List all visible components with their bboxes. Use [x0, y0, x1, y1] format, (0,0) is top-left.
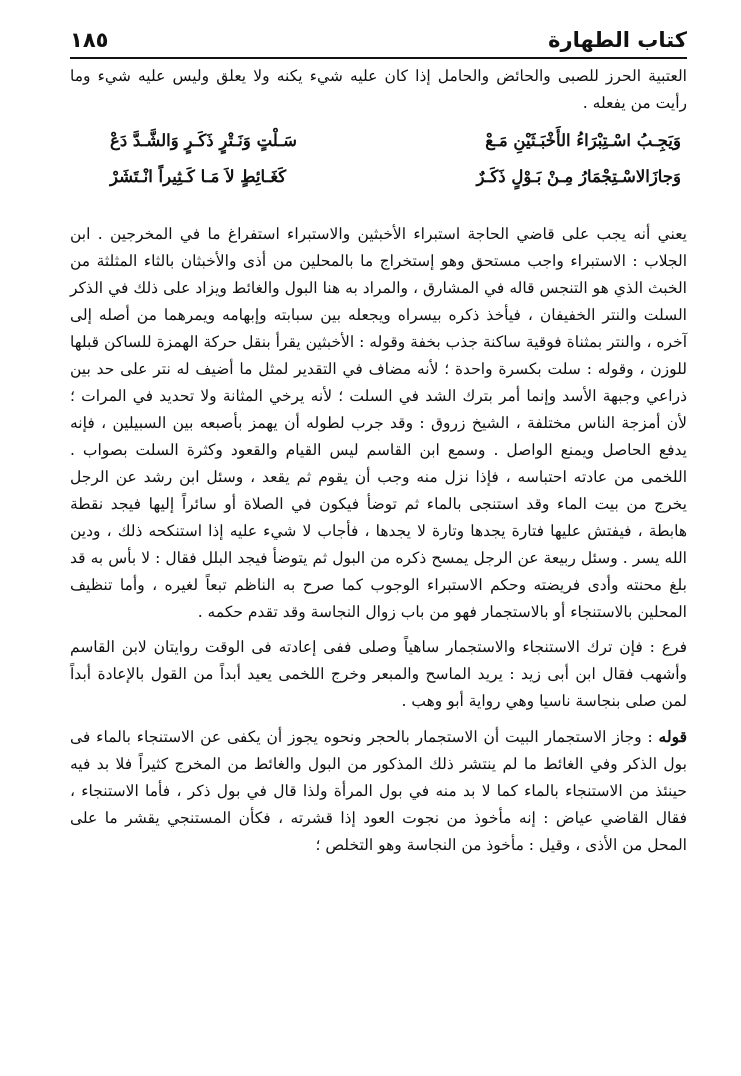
poem-verses: [70, 123, 687, 195]
paragraph-commentary: يعني أنه يجب على قاضي الحاجة استبراء الأخبثين والاستبراء استفراغ ما في المخرجين . ابن الجلاب : الاستبراء واجب مستحق وهو إستخراج ما بالمحلين من أذى والأخبثان بالثاء المثلثة من الخبث الذي هو التنجس قاله في المشارق ، والمراد به هنا البول والغائط ويزاد على ذلك في الذكر السلت والنتر الخفيفان ، فيأخذ ذكره بيسراه ويجعله بين سبابته وإبهامه ويمرهما من أصله إلى آخره ، والنتر بمثناة فوقية ساكنة جذب بخفة وقوله : الأخبثين يقرأ بنقل حركة الهمزة للساكن قبلها للوزن ، وقوله : سلت بكسرة واحدة ؛ لأنه مضاف في التقدير لمثل ما أضيف له نتر على حد بين ذراعي وجبهة الأسد وإنما أمر بترك الشد في السلت ؛ لأنه يرخي المثانة ولا تحديد في المرات ؛ لأن أمزجة الناس مختلفة ، الشيخ زروق : وقد جرب لطوله أن يهمز بأصبعه بين السبيلين ، فإنه يدفع الحاصل ويمنع الواصل . وسمع ابن القاسم ليس القيام والقعود وكثرة السلت بصواب . اللخمى من عادته احتباسه ، فإذا نزل منه وجب أن يقوم ثم يقعد ، وسئل ابن رشد عن الرجل يخرج من بيت الماء وقد استنجى بالماء ثم توضأ فيكون في الصلاة أو سائراً إليها فيجد نقطة هابطة ، فيفتش عليها فتارة يجدها وتارة لا يجدها ، فأجاب لا شيء عليه إذا استنكحه ذلك ، ودين الله يسر . وسئل ربيعة عن الرجل يمسح ذكره من البول ثم يتوضأ فيجد البلل فقال : لا بأس به قد بلغ محنته وأدى فريضته وحكم الاستبراء الوجوب كما صرح به الناظم تبعاً لغيره ، وأما تنظيف المحلين بالاستنجاء أو بالاستجمار فهو من باب زوال النجاسة وقد تقدم حكمه .: [70, 225, 687, 621]
verse-line-2: [70, 159, 687, 195]
paragraph-istijmar: [70, 723, 687, 859]
paragraph-intro: العتبية الحرز للصبى والحائض والحامل إذا كان عليه شيء يكنه ولا يعلق وليس عليه شيء وما رأيت من يفعله .: [70, 67, 687, 112]
paragraph-branch: فرع : فإن ترك الاستنجاء والاستجمار ساهياً وصلى ففى إعادته فى الوقت روايتان لابن القاسم وأشهب فقال ابن أبى زيد : يريد الماسح والمبعر وخرج اللخمى يعيد أبداً من القول بالإعادة أبداً لمن صلى بنجاسة ناسيا وهي رواية أبو وهب .: [70, 638, 687, 710]
page-number: ١٨٥: [70, 28, 109, 52]
running-title: كتاب الطهارة: [548, 28, 687, 52]
verse-1-second-hemistich: سَـلْتٍ وَنَـتْرٍ ذَكَـرٍ وَالشَّـدَّ دَعْ: [110, 131, 297, 150]
page-header: [70, 28, 687, 59]
paragraph-istijmar-text: : وجاز الاستجمار البيت أن الاستجمار بالحجر ونحوه يجوز أن يكفى عن الاستنجاء بالماء فى بول الذكر وفي الغائط ما لم ينتشر ذلك المذكور من البول والغائط من المخرج كثيراً فلا بد فيه حينئذ من الاستنجاء بالماء كما لا بد منه في بول المرأة ولذا قال في بول ذكر ، فأما الاستنجاء ، فقال القاضي عياض : إنه مأخوذ من نجوت العود إذا قشرته ، فكأن المستنجي يقشر ما على المحل من الأذى ، وقيل : مأخوذ من النجاسة وهو التخلص ؛: [70, 728, 688, 854]
paragraph-lead-word: قوله: [658, 727, 687, 746]
verse-2-second-hemistich: كَغَـائِطٍ لاَ مَـا كَـثِيراً انْـتَشَرْ: [110, 167, 287, 186]
verse-2-first-hemistich: وَجازَالاسْـتِجْمَارُ مِـنْ بَـوْلٍ ذَكَـرٌ: [476, 167, 681, 186]
verse-1-first-hemistich: وَيَجِـبُ اسْـتِبْرَاءُ الأَخْبَـثَيْنِ مَـعْ: [485, 131, 681, 150]
verse-line-1: [70, 123, 687, 159]
